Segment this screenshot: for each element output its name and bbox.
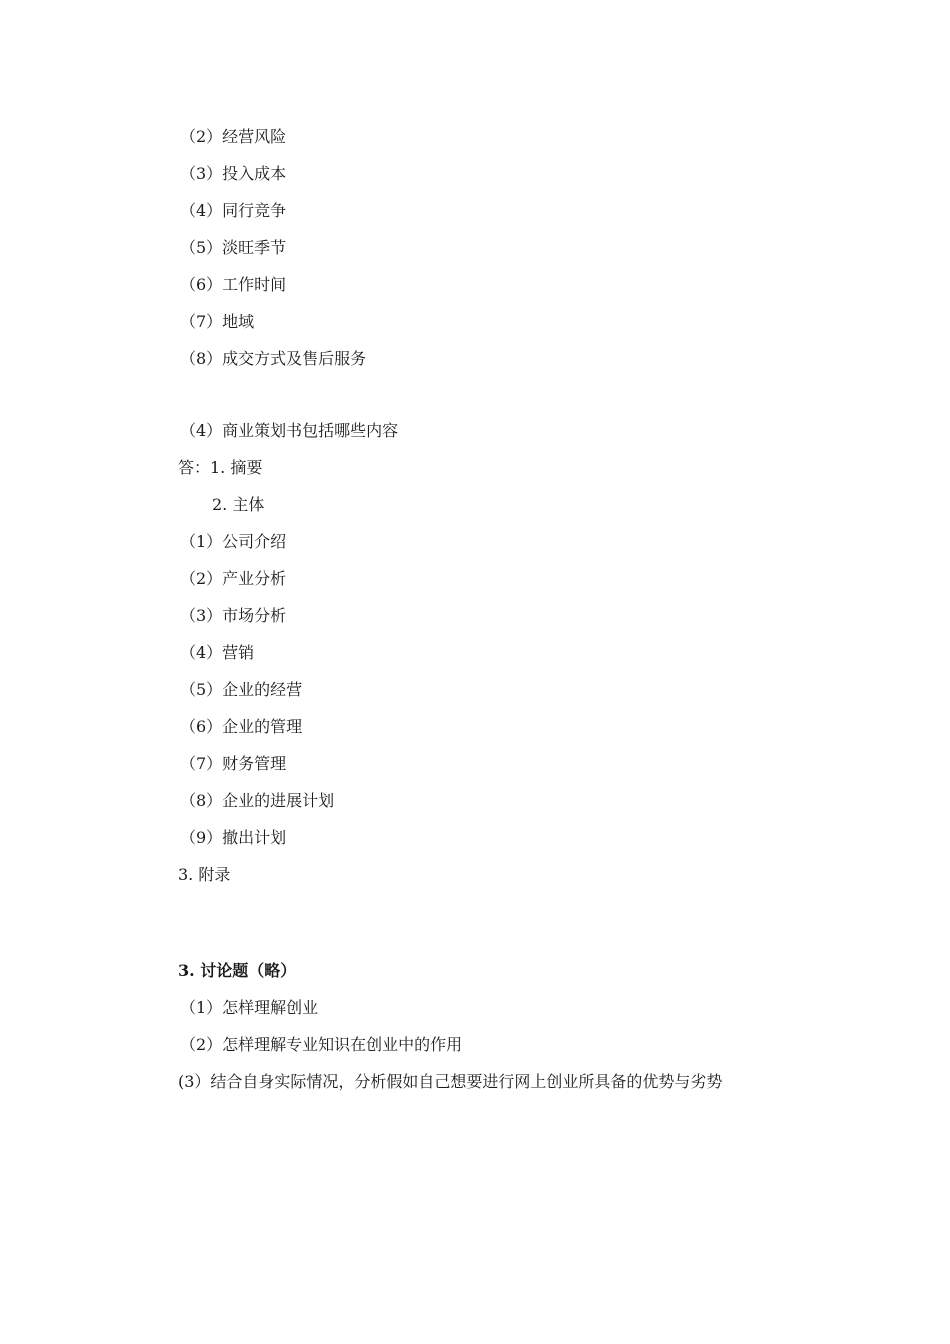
list-item: （5）淡旺季节: [180, 238, 287, 257]
list-item: (3）结合自身实际情况，分析假如自己想要进行网上创业所具备的优势与劣势: [178, 1072, 723, 1091]
list-item: （9）撤出计划: [180, 828, 287, 847]
list-item: （1）怎样理解创业: [180, 998, 319, 1017]
section-heading: 3. 讨论题（略）: [178, 961, 297, 980]
list-item: （3）市场分析: [180, 606, 287, 625]
list-item: （7）财务管理: [180, 754, 287, 773]
list-item: （4）营销: [180, 643, 255, 662]
list-item: （6）工作时间: [180, 275, 287, 294]
list-item: （8）成交方式及售后服务: [180, 349, 367, 368]
list-item: （5）企业的经营: [180, 680, 303, 699]
list-item: （2）经营风险: [180, 127, 287, 146]
list-item: （2）产业分析: [180, 569, 287, 588]
list-item: （6）企业的管理: [180, 717, 303, 736]
list-item: （2）怎样理解专业知识在创业中的作用: [180, 1035, 463, 1054]
list-item: （3）投入成本: [180, 164, 287, 183]
list-item: （4）同行竞争: [180, 201, 287, 220]
answer-line: 答：1. 摘要: [178, 458, 263, 477]
question-title: （4）商业策划书包括哪些内容: [180, 421, 399, 440]
appendix-line: 3. 附录: [178, 865, 231, 884]
list-item: （7）地域: [180, 312, 255, 331]
list-item: （8）企业的进展计划: [180, 791, 335, 810]
list-item: （1）公司介绍: [180, 532, 287, 551]
sub-heading: 2. 主体: [212, 495, 265, 514]
